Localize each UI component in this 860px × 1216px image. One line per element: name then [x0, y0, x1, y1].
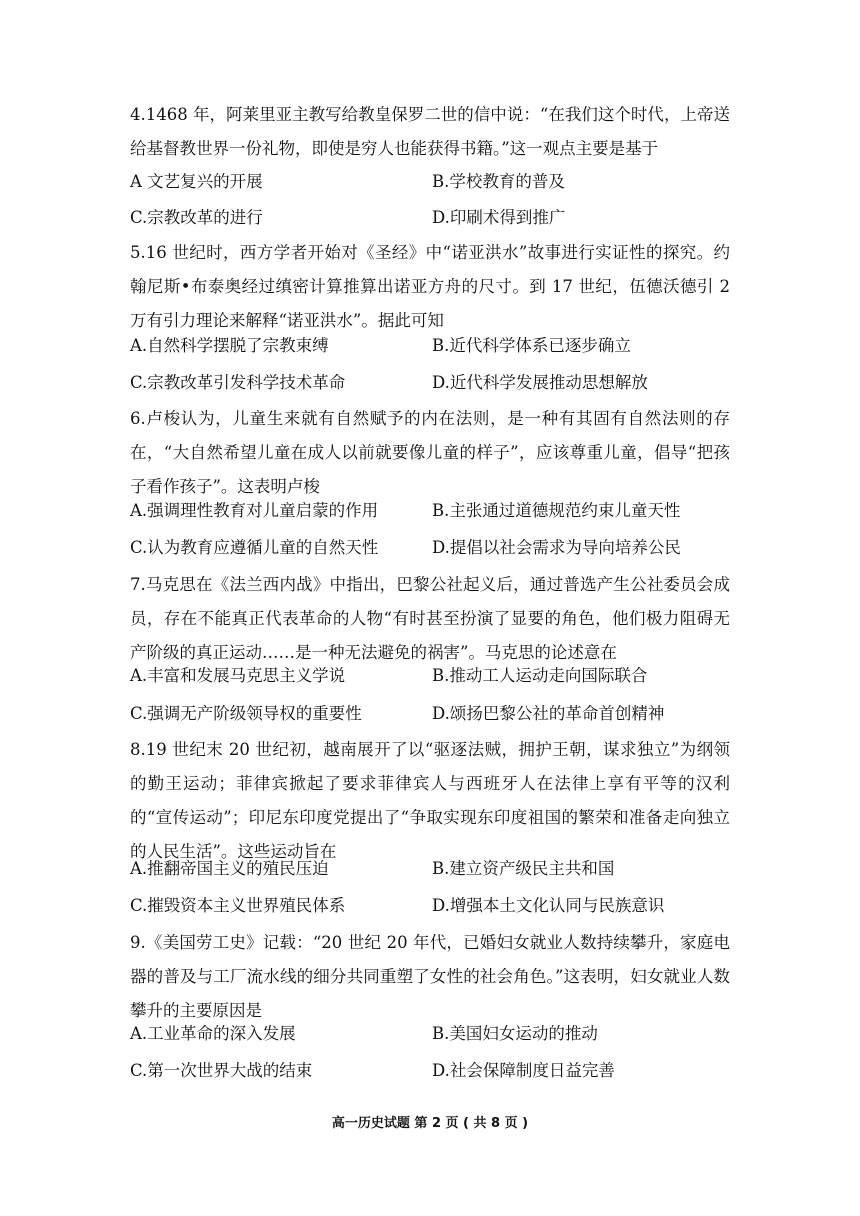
- option-d: D.近代科学发展推动思想解放: [432, 373, 648, 392]
- option-c: C.摧毁资本主义世界殖民体系: [130, 896, 346, 915]
- option-b: B.建立资产级民主共和国: [432, 859, 615, 878]
- options-row: [130, 852, 730, 886]
- option-a: A.丰富和发展马克思主义学说: [130, 666, 346, 685]
- option-d: D.提倡以社会需求为导向培养公民: [432, 538, 681, 557]
- option-c: C.认为教育应遵循儿童的自然天性: [130, 538, 379, 557]
- question-stem: 6.卢梭认为，儿童生来就有自然赋予的内在法则，是一种有其固有自然法则的存在，“大自然希望儿童在成人以前就要像儿童的样子”，应该尊重儿童，倡导“把孩子看作孩子”。这表明卢梭: [130, 409, 730, 496]
- question-stem: 8.19 世纪末 20 世纪初，越南展开了以“驱逐法贼，拥护王朝，谋求独立”为纲领的勤王运动；菲律宾掀起了要求菲律宾人与西班牙人在法律上享有平等的汉利的“宣传运动”；印尼东印度党提出了“争取实现东印度祖国的繁荣和准备走向独立的人民生活”。这些运动旨在: [130, 740, 730, 861]
- option-d: D.增强本土文化认同与民族意识: [432, 896, 665, 915]
- option-d: D.社会保障制度日益完善: [432, 1061, 615, 1080]
- option-b: B.美国妇女运动的推动: [432, 1024, 598, 1043]
- options-row: [130, 659, 730, 693]
- options-row: [130, 494, 730, 528]
- option-d: D.颂扬巴黎公社的革命首创精神: [432, 704, 665, 723]
- option-b: B.推动工人运动走向国际联合: [432, 666, 648, 685]
- question-stem: 5.16 世纪时，西方学者开始对《圣经》中“诺亚洪水”故事进行实证性的探究。约翰尼斯•布泰奥经过缜密计算推算出诺亚方舟的尺寸。到 17 世纪，伍德沃德引 2 万有引力理论来解释“诺亚洪水”。据此可知: [130, 243, 730, 330]
- question-7: [130, 568, 730, 670]
- option-a: A.强调理性教育对儿童启蒙的作用: [130, 501, 379, 520]
- question-4: [130, 98, 730, 166]
- options-row: [130, 329, 730, 363]
- option-a: A.工业革命的深入发展: [130, 1024, 296, 1043]
- question-6: [130, 402, 730, 504]
- options-row: [130, 697, 730, 731]
- options-row: [130, 889, 730, 923]
- option-b: B.学校教育的普及: [432, 172, 565, 191]
- option-c: C.第一次世界大战的结束: [130, 1061, 313, 1080]
- options-row: [130, 201, 730, 235]
- option-c: C.强调无产阶级领导权的重要性: [130, 704, 362, 723]
- options-row: [130, 531, 730, 565]
- question-stem: 4.1468 年，阿莱里亚主教写给教皇保罗二世的信中说：“在我们这个时代，上帝送给基督教世界一份礼物，即使是穷人也能获得书籍。”这一观点主要是基于: [130, 105, 730, 158]
- option-a: A.推翻帝国主义的殖民压迫: [130, 859, 329, 878]
- option-c: C.宗教改革引发科学技术革命: [130, 373, 346, 392]
- page-footer: 高一历史试题 第 2 页 ( 共 8 页 ): [331, 1116, 529, 1131]
- question-stem: 9.《美国劳工史》记载：“20 世纪 20 年代，已婚妇女就业人数持续攀升，家庭电器的普及与工厂流水线的细分共同重塑了女性的社会角色。”这表明，妇女就业人数攀升的主要原因是: [130, 933, 730, 1020]
- option-a: A.自然科学摆脱了宗教束缚: [130, 336, 329, 355]
- options-row: [130, 366, 730, 400]
- options-row: [130, 1017, 730, 1051]
- question-8: [130, 733, 730, 869]
- options-row: [130, 165, 730, 199]
- option-b: B.近代科学体系已逐步确立: [432, 336, 631, 355]
- question-stem: 7.马克思在《法兰西内战》中指出，巴黎公社起义后，通过普选产生公社委员会成员，存在不能真正代表革命的人物“有时甚至扮演了显要的角色，他们极力阻碍无产阶级的真正运动……是一种无法避免的祸害”。马克思的论述意在: [130, 575, 730, 662]
- option-c: C.宗教改革的进行: [130, 208, 263, 227]
- question-9: [130, 926, 730, 1028]
- option-b: B.主张通过道德规范约束儿童天性: [432, 501, 681, 520]
- question-5: [130, 236, 730, 338]
- options-row: [130, 1054, 730, 1088]
- option-d: D.印刷术得到推广: [432, 208, 566, 227]
- option-a: A 文艺复兴的开展: [130, 172, 263, 191]
